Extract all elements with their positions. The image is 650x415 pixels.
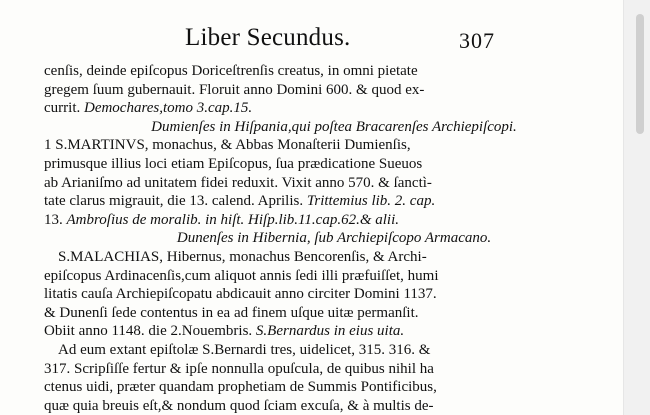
text-run: 317. Scripſiſſe fertur & ipſe nonnulla opuſcula, de quibus nihil ha bbox=[44, 360, 434, 377]
text-line bbox=[44, 136, 624, 155]
section-heading bbox=[44, 118, 624, 137]
text-run: currit. bbox=[44, 100, 84, 117]
text-line bbox=[44, 62, 624, 81]
text-run: & Dunenſi ſede contentus in ea ad finem uſque uitæ permanſit. bbox=[44, 304, 419, 321]
text-run: litatis cauſa Archiepiſcopatu abdicauit anno circiter Domini 1137. bbox=[44, 286, 437, 303]
text-line bbox=[44, 267, 624, 286]
text-line bbox=[44, 341, 624, 360]
text-run: ctenus uidi, præter quandam prophetiam de Summis Pontificibus, bbox=[44, 379, 437, 396]
text-line bbox=[44, 322, 624, 341]
text-line bbox=[44, 304, 624, 323]
text-run: quæ quia breuis eſt,& nondum quod ſciam excuſa, & à multis de- bbox=[44, 397, 434, 414]
text-run: epiſcopus Ardinacenſis,cum aliquot annis ſedi illi præfuiſſet, humi bbox=[44, 267, 439, 284]
italic-citation: S.Bernardus in eius uita. bbox=[255, 323, 405, 340]
text-run: 1 S.MARTINVS, monachus, & Abbas Monaſterii Dumienſis, bbox=[44, 137, 411, 154]
text-run: tate clarus migrauit, die 13. calend. Aprilis. bbox=[44, 193, 307, 210]
italic-citation: Demochares,tomo 3.cap.15. bbox=[83, 100, 253, 117]
text-run: ab Arianiſmo ad unitatem fidei reduxit. Vixit anno 570. & ſanctì- bbox=[44, 174, 432, 191]
running-header: Liber Secundus. bbox=[185, 24, 351, 51]
text-line bbox=[44, 378, 624, 397]
italic-citation: Dunenſes in Hibernia, ſub Archiepiſcopo Armacano. bbox=[176, 230, 492, 247]
text-line bbox=[44, 174, 624, 193]
text-line bbox=[44, 81, 624, 100]
text-line bbox=[44, 192, 624, 211]
text-run: S.MALACHIAS, Hibernus, monachus Bencorenſis, & Archi- bbox=[58, 248, 427, 265]
text-line bbox=[44, 360, 624, 379]
text-line bbox=[44, 99, 624, 118]
section-heading bbox=[44, 229, 624, 248]
text-run: 13. bbox=[44, 211, 67, 228]
text-run: Ad eum extant epiſtolæ S.Bernardi tres, uidelicet, 315. 316. & bbox=[58, 341, 431, 358]
text-line bbox=[44, 397, 624, 415]
text-run: Obiit anno 1148. die 2.Nouembris. bbox=[44, 323, 256, 340]
text-line bbox=[44, 155, 624, 174]
italic-citation: Ambroſius de moralib. in hiſt. Hiſp.lib.11.cap.62.& alii. bbox=[66, 211, 399, 228]
page-number: 307 bbox=[459, 28, 495, 53]
page-body-text bbox=[44, 62, 624, 415]
text-line bbox=[44, 248, 624, 267]
italic-citation: Trittemius lib. 2. cap. bbox=[306, 193, 436, 210]
text-run: primusque illius loci etiam Epiſcopus, ſua prædicatione Sueuos bbox=[44, 155, 423, 172]
text-run: cenſis, deinde epiſcopus Doriceſtrenſis creatus, in omni pietate bbox=[44, 63, 418, 79]
text-run: gregem ſuum gubernauit. Floruit anno Domini 600. & quod ex- bbox=[44, 81, 425, 98]
italic-citation: Dumienſes in Hiſpania,qui poſtea Bracarenſes Archiepiſcopi. bbox=[151, 118, 517, 135]
text-line bbox=[44, 211, 624, 230]
text-line bbox=[44, 285, 624, 304]
scrollbar-thumb[interactable] bbox=[636, 14, 644, 134]
viewer-scrollbar[interactable] bbox=[623, 0, 650, 415]
